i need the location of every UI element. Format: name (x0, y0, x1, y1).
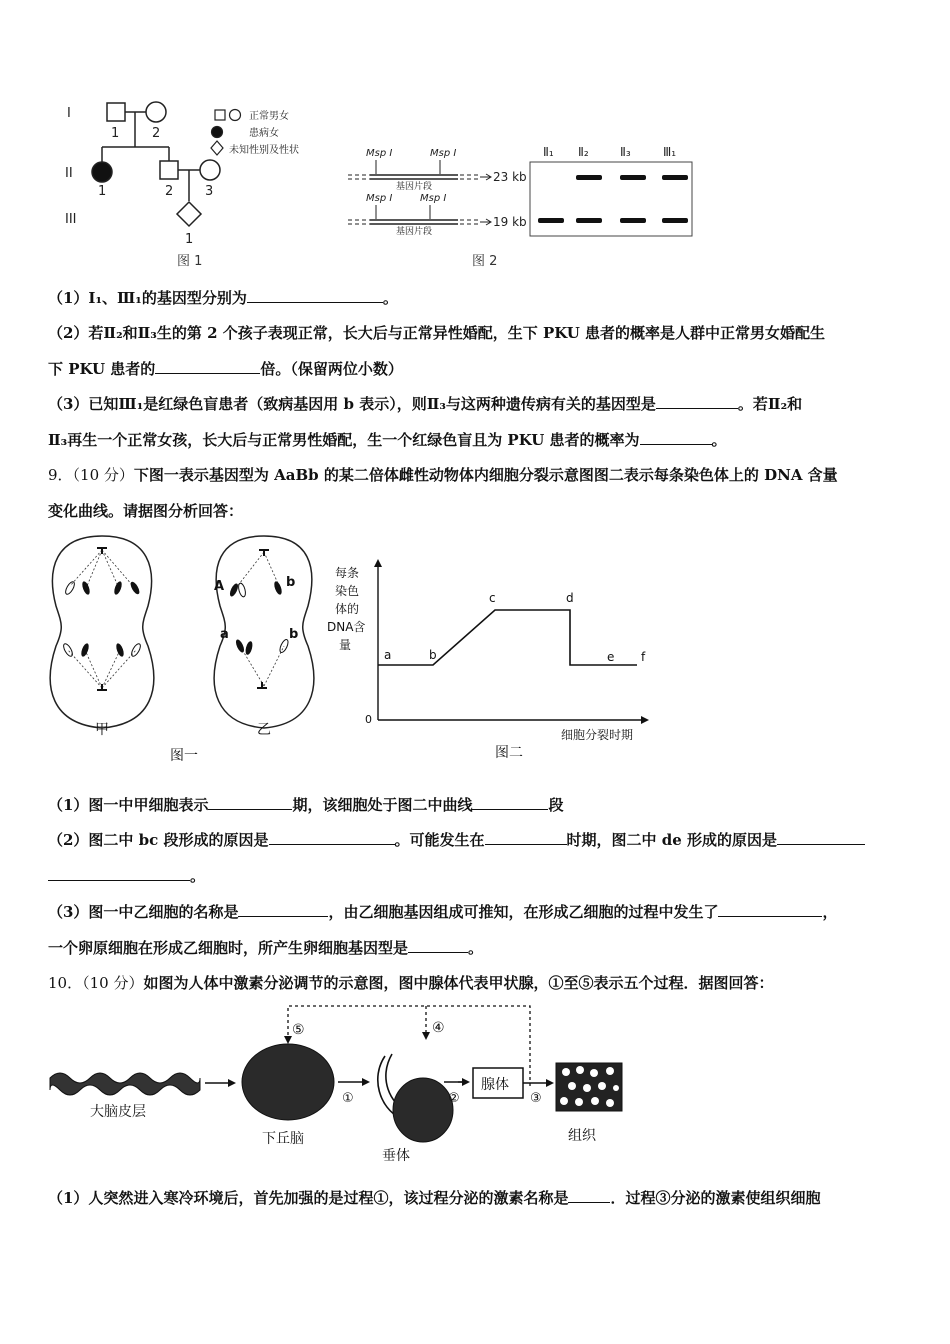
gene-label-a: a (220, 627, 229, 642)
q9-stem-line2: 变化曲线。请据图分析回答： (48, 502, 244, 520)
band-iii1-23kb (662, 175, 688, 180)
legend-unknown: 未知性别及性状 (229, 145, 299, 156)
fig2-caption: 图 2 (472, 254, 498, 269)
msp-label-4: Msp Ⅰ (420, 193, 447, 204)
gene-label-b-top: b (286, 575, 296, 590)
point-label-a: a (384, 648, 392, 662)
hypothalamus-label: 下丘脑 (262, 1131, 304, 1147)
ylabel-line2: 染色 (335, 584, 360, 598)
band-iii1-19kb (662, 218, 688, 223)
label-iii1: 1 (185, 232, 194, 247)
tissue-label: 组织 (568, 1128, 596, 1144)
label-ii3: 3 (205, 184, 214, 199)
msp-label-2: Msp Ⅰ (430, 148, 457, 159)
q10-part1: （1）人突然进入寒冷环境后，首先加强的是过程①，该过程分泌的激素名称是 ．过程③分泌的激素使组织细胞 (48, 1189, 821, 1207)
individual-ii1-affected-female (92, 162, 112, 182)
individual-iii1-unknown (177, 202, 201, 226)
label-ii2: 2 (165, 184, 174, 199)
individual-i1-normal-male (107, 103, 125, 121)
step-2-label: ② (448, 1091, 460, 1106)
blank-q9-3[interactable] (269, 830, 395, 845)
blank-q9-5[interactable] (777, 830, 865, 845)
dna-series-line (378, 610, 637, 665)
figure-one-caption: 图一 (170, 748, 198, 764)
cell-jia-label: 甲 (95, 722, 109, 738)
point-label-b: b (429, 648, 437, 662)
blank-q9-2[interactable] (472, 795, 548, 810)
msp-label-3: Msp Ⅰ (366, 193, 393, 204)
label-ii1: 1 (98, 184, 107, 199)
blank-q9-5-cont[interactable] (48, 866, 190, 881)
blank-q8-2[interactable] (155, 359, 260, 374)
q9-part3-line1: （3）图一中乙细胞的名称是 ，由乙细胞基因组成可推知，在形成乙细胞的过程中发生了 ， (48, 903, 838, 921)
dna-content-chart (325, 555, 665, 765)
cell-division-figure (40, 528, 360, 768)
gene-label-A: A (214, 579, 225, 594)
fragment-label-2: 基因片段 (396, 227, 433, 237)
legend-normal: 正常男女 (249, 111, 289, 122)
point-label-e: e (607, 650, 615, 664)
step-1-label: ① (342, 1091, 354, 1106)
blank-q8-3[interactable] (656, 394, 738, 409)
blank-q9-8[interactable] (408, 938, 468, 953)
size-19kb: 19 kb (493, 215, 527, 229)
figure-two-caption: 图二 (495, 745, 523, 761)
ylabel-line5: 量 (339, 638, 352, 652)
lane-iii1: Ⅲ₁ (663, 145, 677, 159)
chart-xlabel: 细胞分裂时期 (561, 728, 634, 742)
generation-label-ii: II (65, 166, 73, 181)
band-ii2-19kb (576, 218, 602, 223)
msp-label-1: Msp Ⅰ (366, 148, 393, 159)
step-5-label: ⑤ (292, 1022, 305, 1038)
band-ii3-19kb (620, 218, 646, 223)
tissue-shape (556, 1063, 622, 1111)
q9-part3-line2: 一个卵原细胞在形成乙细胞时，所产生卵细胞基因型是 。 (48, 939, 484, 957)
generation-label-iii: III (65, 212, 77, 227)
cerebral-cortex-shape (50, 1073, 200, 1095)
cell-yi (214, 536, 314, 728)
fig1-caption: 图 1 (177, 254, 203, 269)
blank-q8-4[interactable] (640, 430, 712, 445)
q8-part3-line2: Ⅱ₃再生一个正常女孩，长大后与正常男性婚配，生一个红绿色盲且为 PKU 患者的概率为 。 (48, 431, 727, 449)
band-ii2-23kb (576, 175, 602, 180)
blank-q9-1[interactable] (208, 795, 292, 810)
blank-q9-7[interactable] (718, 902, 822, 917)
step-4-label: ④ (432, 1020, 445, 1036)
label-i2: 2 (152, 126, 161, 141)
band-ii3-23kb (620, 175, 646, 180)
individual-ii3-normal-female (200, 160, 220, 180)
chart-origin: 0 (365, 713, 372, 726)
q10-stem: 10．（10 分）如图为人体中激素分泌调节的示意图，图中腺体代表甲状腺，①至⑤表示五个过程．据图回答： (48, 974, 774, 992)
point-label-f: f (641, 650, 646, 664)
lane-ii3: Ⅱ₃ (620, 145, 631, 159)
pituitary-shape (393, 1078, 453, 1142)
cell-yi-label: 乙 (257, 722, 271, 738)
blank-q10-1[interactable] (568, 1188, 610, 1203)
q9-stem-line1: 9．（10 分）下图一表示基因型为 AaBb 的某二倍体雌性动物体内细胞分裂示意图图二表示每条染色体上的 DNA 含量 (48, 466, 838, 484)
hormone-regulation-figure (40, 998, 640, 1173)
q9-part2-line2: 。 (48, 865, 205, 886)
q8-part3-line1: （3）已知Ⅲ₁是红绿色盲患者（致病基因用 b 表示），则Ⅱ₃与这两种遗传病有关的基因型是 。若Ⅱ₂和 (48, 395, 803, 413)
q9-part2-line1: （2）图二中 bc 段形成的原因是 。可能发生在 时期，图二中 de 形成的原因是 (48, 829, 865, 850)
blank-q9-6[interactable] (238, 902, 328, 917)
point-label-c: c (489, 591, 496, 605)
step-3-label: ③ (530, 1091, 542, 1106)
individual-i2-normal-female (146, 102, 166, 122)
pituitary-label: 垂体 (382, 1148, 410, 1164)
lane-ii2: Ⅱ₂ (578, 145, 589, 159)
q8-part2-line2: 下 PKU 患者的 倍。（保留两位小数） (48, 360, 403, 378)
lane-ii1: Ⅱ₁ (543, 145, 554, 159)
q8-part2-line1: （2）若Ⅱ₂和Ⅱ₃生的第 2 个孩子表现正常，长大后与正常异性婚配，生下 PKU 患者的概率是人群中正常男女婚配生 (48, 324, 826, 342)
blank-q9-4[interactable] (485, 830, 567, 845)
hypothalamus-shape (242, 1044, 334, 1120)
ylabel-line3: 体的 (335, 602, 360, 616)
ylabel-line4: DNA含 (327, 620, 366, 634)
point-label-d: d (566, 591, 574, 605)
generation-label-i: I (67, 106, 71, 121)
blank-q8-1[interactable] (247, 288, 383, 303)
size-23kb: 23 kb (493, 170, 527, 184)
cell-jia (50, 536, 154, 728)
cerebral-cortex-label: 大脑皮层 (90, 1104, 146, 1120)
individual-ii2-normal-male (160, 161, 178, 179)
fragment-label-1: 基因片段 (396, 182, 433, 192)
q9-part1: （1）图一中甲细胞表示 期，该细胞处于图二中曲线 段 (48, 796, 564, 814)
pedigree-figure (55, 95, 315, 275)
ylabel-line1: 每条 (335, 566, 360, 580)
gland-label: 腺体 (481, 1077, 509, 1093)
label-i1: 1 (111, 126, 120, 141)
legend-affected-female: 患病女 (249, 128, 279, 139)
q8-part1: （1）I₁、Ⅲ₁的基因型分别为 。 (48, 289, 398, 307)
gene-label-b-bottom: b (289, 627, 299, 642)
band-ii1-19kb (538, 218, 564, 223)
electrophoresis-figure (340, 138, 710, 273)
